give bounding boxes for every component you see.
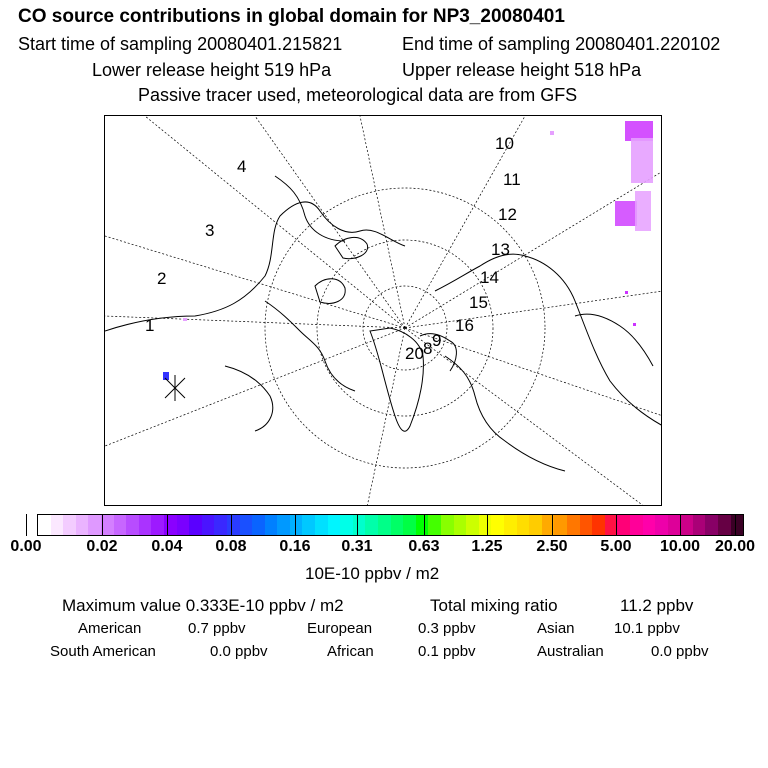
colorbar-swatch — [529, 515, 542, 535]
lower-release-height-label: Lower release height 519 hPa — [92, 60, 332, 80]
sector-label: 11 — [503, 170, 521, 189]
colorbar-swatch — [164, 515, 177, 535]
plume-patch-8 — [183, 318, 187, 321]
colorbar — [37, 514, 744, 536]
colorbar-swatch — [88, 515, 101, 535]
region-name: South American — [50, 643, 156, 660]
colorbar-tick-label: 20.00 — [714, 538, 756, 555]
colorbar-swatch — [466, 515, 479, 535]
colorbar-tick-mark — [102, 514, 103, 536]
region-name: African — [327, 643, 374, 660]
colorbar-tick-label: 0.08 — [215, 538, 247, 555]
colorbar-swatch — [693, 515, 706, 535]
plume-patch-2 — [631, 138, 653, 183]
colorbar-tick-label: 0.16 — [279, 538, 311, 555]
colorbar-swatch — [391, 515, 404, 535]
colorbar-swatch — [76, 515, 89, 535]
colorbar-swatch — [643, 515, 656, 535]
region-name: Asian — [537, 620, 575, 637]
plume-patch-3 — [615, 201, 637, 226]
colorbar-tick-mark — [552, 514, 553, 536]
colorbar-units: 10E-10 ppbv / m2 — [305, 564, 440, 583]
region-name: European — [307, 620, 373, 637]
sector-labels — [145, 134, 521, 363]
sector-label: 9 — [432, 331, 442, 350]
meridian-11 — [367, 328, 405, 506]
colorbar-tick-mark — [231, 514, 232, 536]
colorbar-tick-label: 5.00 — [600, 538, 632, 555]
region-name: American — [78, 620, 142, 637]
colorbar-swatch — [38, 515, 51, 535]
colorbar-swatch — [240, 515, 253, 535]
coast-siberia — [435, 254, 662, 426]
meridian-7 — [405, 171, 662, 328]
meridian-3 — [145, 116, 405, 328]
colorbar-tick-label: 1.25 — [471, 538, 503, 555]
colorbar-swatch — [567, 515, 580, 535]
colorbar-tick-mark — [295, 514, 296, 536]
colorbar-tick-mark — [357, 514, 358, 536]
sector-label: 1 — [145, 316, 155, 335]
colorbar-swatch — [151, 515, 164, 535]
colorbar-swatch — [353, 515, 366, 535]
sector-label: 13 — [491, 240, 510, 259]
colorbar-tick-label: 10.00 — [659, 538, 701, 555]
map-canvas — [105, 116, 662, 506]
sector-label: 2 — [157, 269, 167, 288]
colorbar-swatch — [214, 515, 227, 535]
colorbar-swatch — [731, 515, 744, 535]
region-value: 0.0 ppbv — [210, 643, 268, 660]
max-value-label: Maximum value 0.333E-10 ppbv / m2 — [62, 596, 344, 615]
colorbar-swatch — [277, 515, 290, 535]
colorbar-swatch — [290, 515, 303, 535]
colorbar-swatch — [340, 515, 353, 535]
colorbar-swatch — [705, 515, 718, 535]
colorbar-swatch — [302, 515, 315, 535]
coast-alaska — [275, 176, 345, 241]
colorbar-swatch — [491, 515, 504, 535]
sector-label: 12 — [498, 205, 517, 224]
colorbar-swatch — [227, 515, 240, 535]
colorbar-swatch — [479, 515, 492, 535]
plot-title: CO source contributions in global domain for NP3_20080401 — [18, 6, 565, 27]
colorbar-swatch — [63, 515, 76, 535]
colorbar-tick-label: 0.63 — [408, 538, 440, 555]
colorbar-swatch — [126, 515, 139, 535]
region-value: 0.3 ppbv — [418, 620, 476, 637]
sector-label: 14 — [480, 268, 499, 287]
colorbar-swatch — [403, 515, 416, 535]
sector-label: 15 — [469, 293, 488, 312]
region-value: 0.1 ppbv — [418, 643, 476, 660]
end-time-label: End time of sampling 20080401.220102 — [402, 34, 721, 54]
colorbar-swatch — [114, 515, 127, 535]
sector-label: 20 — [405, 344, 424, 363]
sector-label: 10 — [495, 134, 514, 153]
colorbar-swatch — [202, 515, 215, 535]
colorbar-swatch — [504, 515, 517, 535]
coastlines — [105, 176, 662, 471]
meridian-2 — [105, 236, 405, 328]
colorbar-swatch — [139, 515, 152, 535]
sector-label: 3 — [205, 221, 215, 240]
colorbar-tick-label: 2.50 — [536, 538, 568, 555]
sector-label: 4 — [237, 157, 247, 176]
region-value: 0.7 ppbv — [188, 620, 246, 637]
colorbar-swatch — [655, 515, 668, 535]
meridian-9 — [405, 328, 662, 416]
coast-canada-arctic — [265, 301, 355, 391]
colorbar-tick-label: 0.00 — [10, 538, 42, 555]
colorbar-swatch — [252, 515, 265, 535]
plume-patch-4 — [635, 191, 651, 231]
tracer-note: Passive tracer used, meteorological data are from GFS — [138, 85, 578, 105]
coast-east-asia — [575, 314, 653, 366]
colorbar-swatch — [315, 515, 328, 535]
total-mixing-value: 11.2 ppbv — [620, 596, 694, 615]
colorbar-tick-label: 0.04 — [151, 538, 183, 555]
meridian-5 — [360, 116, 405, 328]
colorbar-tick-mark — [616, 514, 617, 536]
colorbar-swatch — [51, 515, 64, 535]
colorbar-swatch — [592, 515, 605, 535]
colorbar-swatch — [680, 515, 693, 535]
colorbar-tick-mark — [424, 514, 425, 536]
colorbar-tick-label: 0.31 — [341, 538, 373, 555]
upper-release-height-label: Upper release height 518 hPa — [402, 60, 642, 80]
colorbar-swatch — [365, 515, 378, 535]
coast-europe — [445, 356, 565, 471]
polar-map — [104, 115, 662, 506]
colorbar-swatch — [328, 515, 341, 535]
colorbar-swatch — [416, 515, 429, 535]
colorbar-tick-mark — [487, 514, 488, 536]
start-time-label: Start time of sampling 20080401.215821 — [18, 34, 343, 54]
colorbar-swatch — [668, 515, 681, 535]
colorbar-tick-mark — [680, 514, 681, 536]
coast-hudson — [225, 366, 273, 431]
colorbar-swatch — [617, 515, 630, 535]
colorbar-swatch — [718, 515, 731, 535]
colorbar-swatch — [177, 515, 190, 535]
plume-patch-6 — [625, 291, 628, 294]
colorbar-swatch — [454, 515, 467, 535]
meridian-10 — [405, 328, 645, 506]
colorbar-swatch — [580, 515, 593, 535]
region-value: 0.0 ppbv — [651, 643, 709, 660]
colorbar-swatch — [517, 515, 530, 535]
colorbar-swatch — [265, 515, 278, 535]
plume-patch-5 — [550, 131, 554, 135]
colorbar-tick-label: 0.02 — [86, 538, 118, 555]
total-mixing-label: Total mixing ratio — [430, 596, 558, 615]
meridian-12 — [105, 328, 405, 446]
colorbar-tick-mark — [167, 514, 168, 536]
colorbar-swatch — [378, 515, 391, 535]
sector-label: 8 — [423, 339, 433, 358]
colorbar-tick-mark — [26, 514, 27, 536]
colorbar-swatch — [441, 515, 454, 535]
plume-patch-7 — [633, 323, 636, 326]
meridian-8 — [405, 291, 662, 328]
colorbar-swatch — [554, 515, 567, 535]
colorbar-swatch — [428, 515, 441, 535]
colorbar-swatch — [189, 515, 202, 535]
region-name: Australian — [537, 643, 604, 660]
region-value: 10.1 ppbv — [614, 620, 680, 637]
coast-north-america — [105, 202, 405, 331]
colorbar-swatch — [630, 515, 643, 535]
colorbar-tick-mark — [735, 514, 736, 536]
sector-label: 16 — [455, 316, 474, 335]
